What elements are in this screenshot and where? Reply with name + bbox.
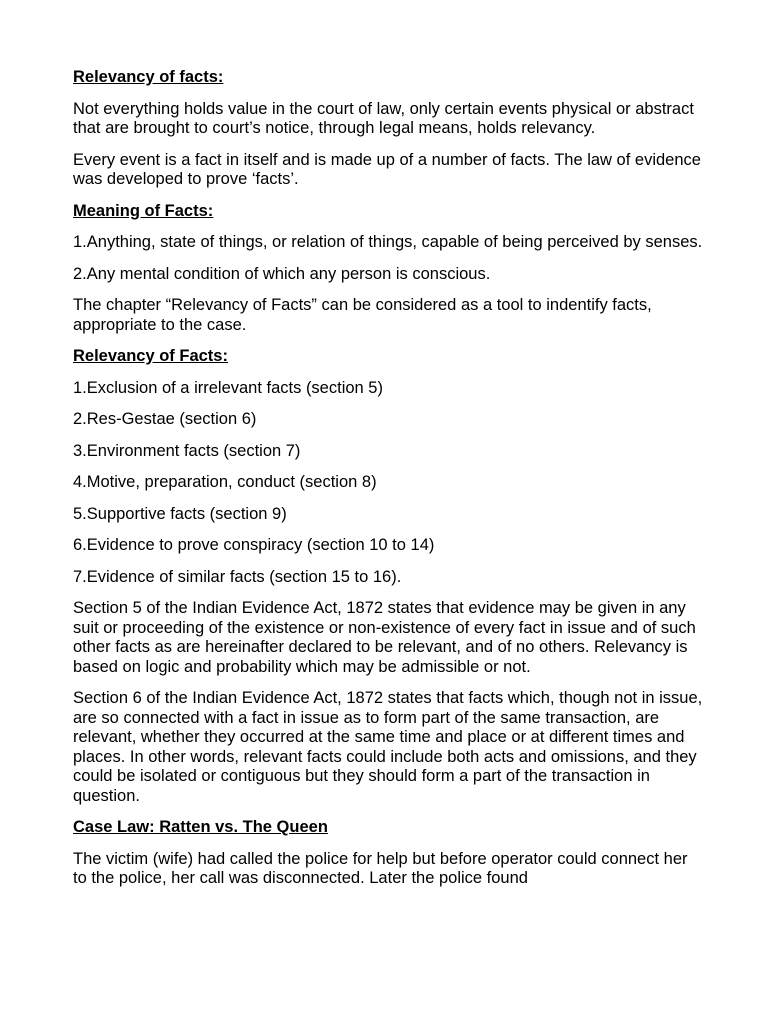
relevancy-list-item: 5.Supportive facts (section 9): [73, 504, 287, 523]
paragraph-chapter-tool: The chapter “Relevancy of Facts” can be considered as a tool to indentify facts, appropriate to the case.: [73, 296, 652, 334]
relevancy-list-item: 1.Exclusion of a irrelevant facts (section 5): [73, 378, 383, 397]
document-page: [73, 68, 703, 901]
heading-relevancy-of-facts: Relevancy of facts:: [73, 68, 224, 86]
relevancy-list-item: 2.Res-Gestae (section 6): [73, 410, 257, 428]
relevancy-list-item: 7.Evidence of similar facts (section 15 to 16).: [73, 567, 402, 586]
paragraph-case-law: The victim (wife) had called the police for help but before operator could connect her to the police, her call was disconnected. Later the police found: [73, 849, 688, 887]
paragraph-every-event: Every event is a fact in itself and is made up of a number of facts. The law of evidence was developed to prove ‘facts’.: [73, 150, 701, 188]
relevancy-list-item: 4.Motive, preparation, conduct (section 8): [73, 473, 377, 491]
heading-relevancy-list: Relevancy of Facts:: [73, 347, 228, 365]
relevancy-list-item: 3.Environment facts (section 7): [73, 441, 301, 460]
relevancy-list-item: 6.Evidence to prove conspiracy (section 10 to 14): [73, 536, 435, 554]
paragraph-court-relevancy: Not everything holds value in the court of law, only certain events physical or abstract that are brought to court’s notice, through legal means, holds relevancy.: [73, 99, 694, 137]
heading-case-law: Case Law: Ratten vs. The Queen: [73, 818, 328, 836]
meaning-item: 1.Anything, state of things, or relation of things, capable of being perceived by senses.: [73, 233, 703, 251]
heading-meaning-of-facts: Meaning of Facts:: [73, 201, 214, 220]
paragraph-section-6: Section 6 of the Indian Evidence Act, 1872 states that facts which, though not in issue, are so connected with a fact in issue as to form part of the same transaction, are relevant, whether they occurred at the same time and place or at different times and places. In other words, relevant facts could include both acts and omissions, and they could be isolated or contiguous but they should form a part of the transaction in question.: [73, 689, 703, 805]
meaning-item: 2.Any mental condition of which any person is conscious.: [73, 264, 491, 283]
paragraph-section-5: Section 5 of the Indian Evidence Act, 1872 states that evidence may be given in any suit or proceeding of the existence or non-existence of every fact in issue and of such other facts as are hereinafter declared to be relevant, and of no others. Relevancy is based on logic and probability which may be admissible or not.: [73, 599, 696, 676]
